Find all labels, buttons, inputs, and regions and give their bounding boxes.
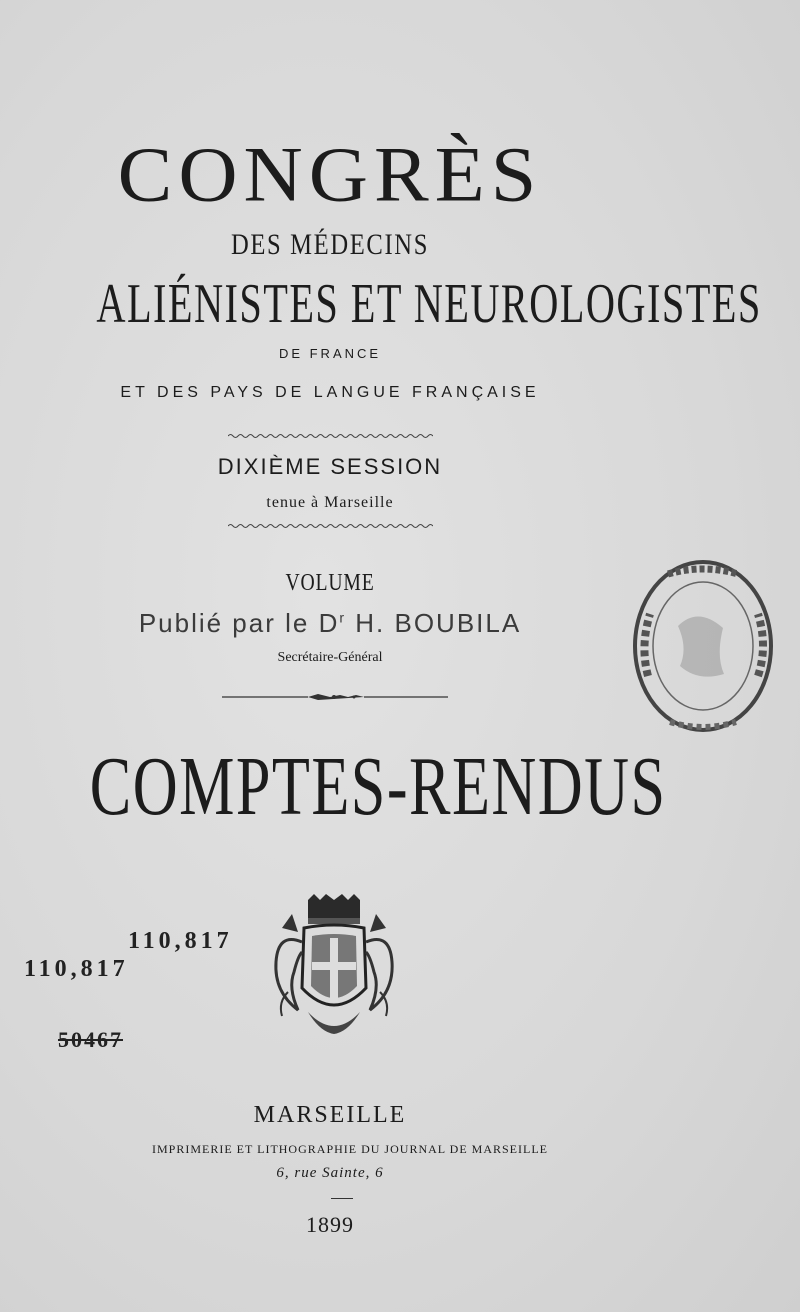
shelfmark-2: 110,817: [24, 956, 129, 982]
session-place: tenue à Marseille: [266, 494, 394, 511]
session-title: DIXIÈME SESSION: [217, 454, 443, 479]
publisher-sup: r: [339, 609, 347, 626]
shelfmark-1: 110,817: [128, 928, 233, 954]
marseille-coat-of-arms-icon: [268, 892, 400, 1040]
title-alienistes: ALIÉNISTES ET NEUROLOGISTES: [96, 273, 762, 335]
publisher-line: [0, 608, 660, 639]
wavy-rule-divider: [228, 522, 433, 530]
title-pays-langue: ET DES PAYS DE LANGUE FRANÇAISE: [120, 384, 540, 401]
imprint-address: 6, rue Sainte, 6: [276, 1165, 384, 1181]
shelfmark-3: 50467: [58, 1027, 123, 1052]
publisher-role: Secrétaire-Général: [277, 650, 383, 665]
wavy-rule-divider: [228, 432, 433, 440]
title-des-medecins: DES MÉDECINS: [230, 228, 430, 261]
imprint-printer: IMPRIMERIE ET LITHOGRAPHIE DU JOURNAL DE MARSEILLE: [152, 1142, 548, 1156]
publisher-name: H. BOUBILA: [346, 608, 522, 638]
ornament-rule: [222, 692, 448, 702]
title-congres: CONGRÈS: [117, 131, 543, 218]
imprint-year: 1899: [306, 1212, 354, 1237]
publisher-prefix: Publié par le D: [138, 608, 340, 638]
imprint-city: MARSEILLE: [253, 1102, 407, 1128]
title-de-france: DE FRANCE: [278, 346, 382, 361]
volume-label: VOLUME: [285, 570, 375, 596]
short-rule: [331, 1198, 353, 1199]
library-stamp-icon: [628, 556, 778, 736]
main-heading: COMPTES-RENDUS: [89, 740, 667, 833]
